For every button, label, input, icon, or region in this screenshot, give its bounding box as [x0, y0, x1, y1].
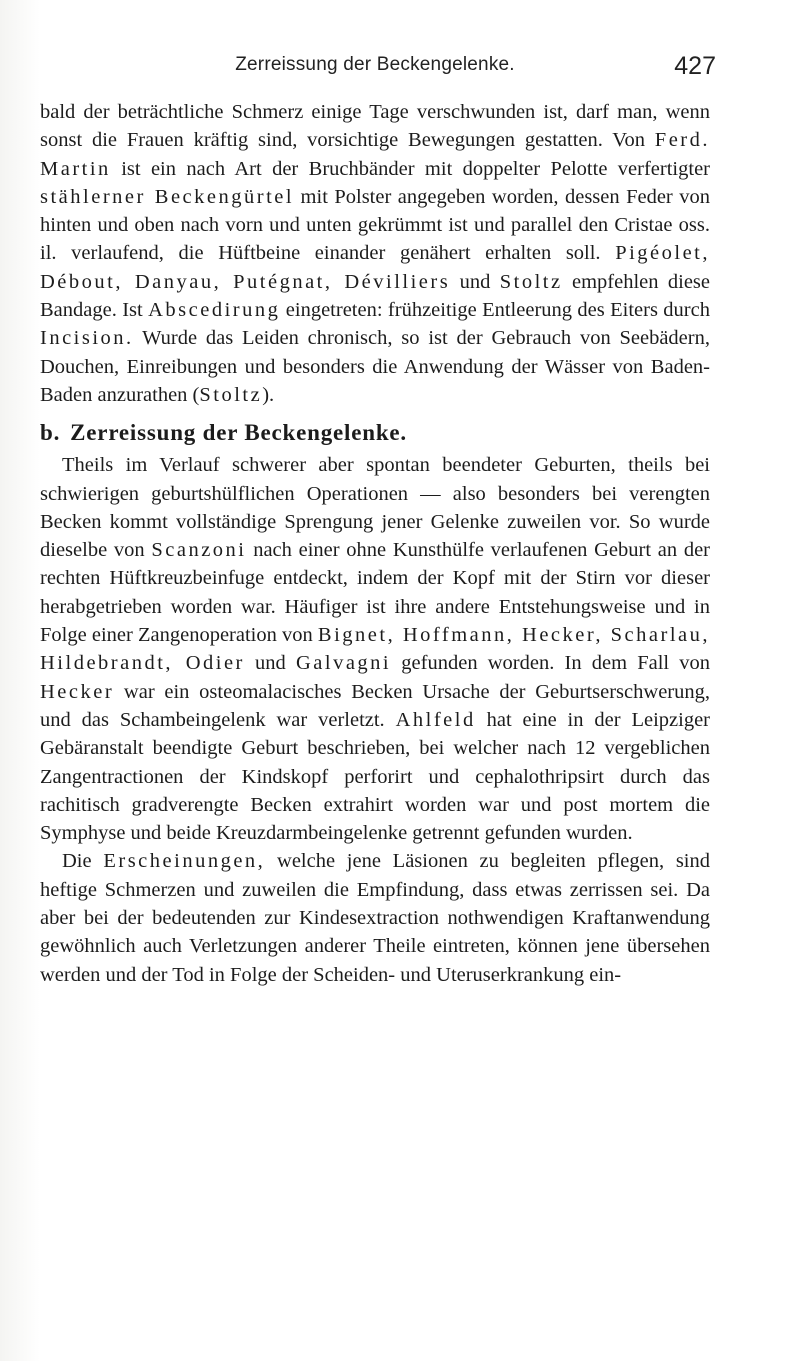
body-text [40, 98, 710, 989]
text-run: und [244, 652, 296, 675]
text-run: Die [62, 850, 104, 873]
section-heading [40, 417, 710, 449]
text-run: ist ein nach Art der Bruchbänder mit doppelter Pelotte verfertigter [110, 157, 710, 180]
author-name: Stoltz [199, 383, 263, 406]
page-number: 427 [674, 52, 716, 80]
text-run: Wurde das Leiden chronisch, so ist der Gebrauch von Seebädern, Douchen, Einreibungen und besonders die Anwendung der Wässer von Baden-Baden anzurathen ( [40, 327, 710, 406]
text-run: welche jene Läsionen zu begleiten pflegen, sind heftige Schmerzen und zuweilen die Empfindung, dass etwas zerrissen sei. Da aber bei der bedeutenden zur Kindesextraction nothwendigen Kraftanwendung gewöhnlich auch Verletzungen anderer Theile eintreten, können jene übersehen werden und der Tod in Folge der Scheiden- und Uteruserkrankung ein- [40, 850, 710, 986]
text-run: und [450, 270, 500, 293]
text-run: hat eine in der Leipziger Gebäranstalt beendigte Geburt beschrieben, bei welcher nach 12 vergeblichen Zangentractionen der Kindskopf perforirt und cephalothripsirt durch das rachitisch gradverengte Becken extrahirt worden war und post mortem die Symphyse und beide Kreuzdarmbeingelenke getrennt gefunden wurden. [40, 708, 710, 845]
section-title: Zerreissung der Beckengelenke. [70, 420, 407, 446]
paragraph [40, 847, 710, 988]
text-run: Theils im Verlauf schwerer aber spontan beendeter Geburten, theils bei schwierigen geburtshülflichen Operationen — also besonders bei verengten Becken kommt vollständige Sprengung jener Gelenke zuweilen vor. So wurde dieselbe von [40, 454, 710, 562]
author-names: Bignet, Hoffmann, Hecker, Scharlau, Hildebrandt, Odier [40, 624, 710, 675]
author-name: Ferd. Martin [40, 129, 710, 180]
emphasized-term: Incision. [40, 327, 134, 350]
text-run: mit Polster angegeben worden, dessen Feder von hinten und oben nach vorn und unten gekrümmt ist und parallel den Cristae oss. il. verlaufend, die Hüftbeine einander genähert erhalten soll. [40, 185, 710, 265]
emphasized-term: Erscheinungen, [103, 850, 266, 873]
author-names: Pigéolet, Débout, Danyau, Putégnat, Dévilliers [40, 242, 710, 293]
text-run: ). [262, 383, 275, 406]
text-run: nach einer ohne Kunsthülfe verlaufenen Geburt an der rechten Hüftkreuzbeinfuge entdeckt, indem der Kopf mit der Stirn vor dieser herabgetrieben worden war. Häufiger ist ihre andere Entstehungsweise und in Folge einer Zangenoperation von [40, 539, 710, 647]
section-letter: b. [40, 420, 61, 446]
paragraph [40, 451, 710, 847]
running-title: Zerreissung der Beckengelenke. [235, 54, 515, 75]
paragraph-continuation [40, 98, 710, 409]
text-run: bald der beträchtliche Schmerz einige Tage verschwunden ist, darf man, wenn sonst die Frauen kräftig sind, vorsichtige Bewegungen gestatten. Von [40, 101, 710, 152]
text-run: gefunden worden. In dem Fall von [391, 652, 710, 675]
author-name: Ahlfeld [395, 708, 476, 731]
author-name: Galvagni [295, 652, 392, 675]
author-name: Scanzoni [151, 539, 247, 562]
text-run: war ein osteomalacisches Becken Ursache der Geburtserschwerung, und das Schambeingelenk war verletzt. [40, 680, 710, 731]
emphasized-term: stählerner Beckengürtel [40, 185, 295, 208]
emphasized-term: Abscedirung [148, 299, 281, 322]
text-run: eingetreten: frühzeitige Entleerung des Eiters durch [280, 299, 710, 322]
running-head [40, 52, 716, 94]
text-run: empfehlen diese Bandage. Ist [40, 270, 711, 322]
author-name: Hecker [40, 680, 115, 703]
author-name: Stoltz [499, 270, 563, 293]
